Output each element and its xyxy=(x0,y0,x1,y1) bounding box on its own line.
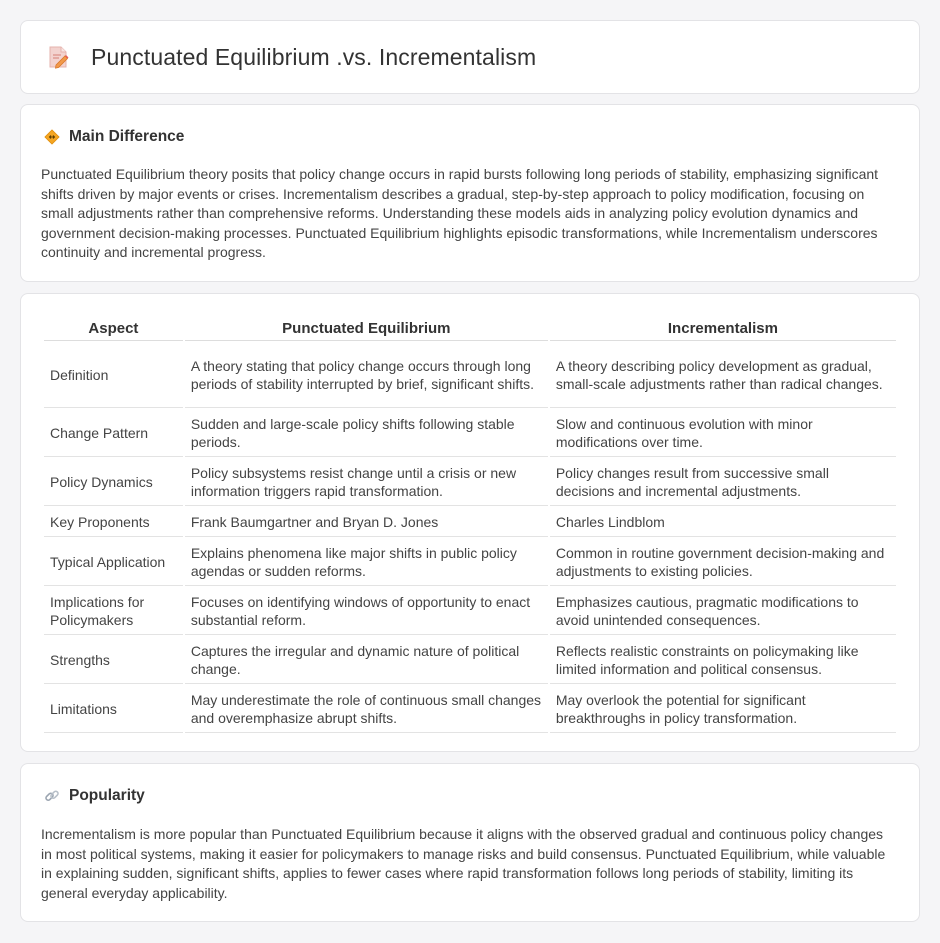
cell-inc: A theory describing policy development as gradual, small-scale adjustments rather than radical changes. xyxy=(550,343,896,408)
cell-pe: Focuses on identifying windows of opportunity to enact substantial reform. xyxy=(185,588,548,635)
table-row xyxy=(44,588,896,635)
cell-pe: Policy subsystems resist change until a crisis or new information triggers rapid transformation. xyxy=(185,459,548,506)
table-row xyxy=(44,343,896,408)
cell-pe: Captures the irregular and dynamic nature of political change. xyxy=(185,637,548,684)
link-icon xyxy=(43,787,61,805)
cell-inc: Reflects realistic constraints on policymaking like limited information and political consensus. xyxy=(550,637,896,684)
comparison-table xyxy=(42,316,898,735)
table-row xyxy=(44,686,896,733)
main-difference-title: Main Difference xyxy=(69,128,185,145)
header-aspect: Aspect xyxy=(44,318,183,341)
main-difference-text: Punctuated Equilibrium theory posits that policy change occurs in rapid bursts following long periods of stability, emphasizing significant shifts driven by major events or crises. Incrementalism describes a gradual, step-by-step approach to policy modification, focusing on small adjustments rather than comprehensive reforms. Understanding these models aids in analyzing policy evolution dynamics and government decision-making processes. Punctuated Equilibrium highlights episodic transformations, while Incrementalism underscores continuity and incremental progress. xyxy=(41,166,879,261)
cell-pe: A theory stating that policy change occurs through long periods of stability interrupted by brief, significant shifts. xyxy=(185,343,548,408)
cell-aspect: Implications for Policymakers xyxy=(44,588,183,635)
cell-pe: Sudden and large-scale policy shifts following stable periods. xyxy=(185,410,548,457)
popularity-title: Popularity xyxy=(69,787,145,804)
comparison-card xyxy=(20,293,920,752)
table-header-row xyxy=(44,318,896,341)
cell-aspect: Policy Dynamics xyxy=(44,459,183,506)
cell-inc: Charles Lindblom xyxy=(550,508,896,537)
cell-aspect: Definition xyxy=(44,343,183,408)
table-row xyxy=(44,459,896,506)
cell-aspect: Change Pattern xyxy=(44,410,183,457)
cell-inc: Slow and continuous evolution with minor modifications over time. xyxy=(550,410,896,457)
cell-aspect: Strengths xyxy=(44,637,183,684)
popularity-card xyxy=(20,763,920,922)
header-card xyxy=(20,20,920,94)
cell-aspect: Key Proponents xyxy=(44,508,183,537)
main-difference-card xyxy=(20,104,920,282)
cell-pe: May underestimate the role of continuous small changes and overemphasize abrupt shifts. xyxy=(185,686,548,733)
cell-aspect: Limitations xyxy=(44,686,183,733)
header-punctuated-equilibrium: Punctuated Equilibrium xyxy=(185,318,548,341)
table-row xyxy=(44,410,896,457)
popularity-text: Incrementalism is more popular than Punctuated Equilibrium because it aligns with the observed gradual and continuous policy changes in most political systems, making it easier for policymakers to manage risks and build consensus. Punctuated Equilibrium, while valuable in explaining sudden, significant shifts, applies to fewer cases where rapid transformation follows long periods of stability, limiting its general everyday applicability. xyxy=(41,826,886,901)
table-row xyxy=(44,637,896,684)
cell-inc: May overlook the potential for significant breakthroughs in policy transformation. xyxy=(550,686,896,733)
cell-aspect: Typical Application xyxy=(44,539,183,586)
table-row xyxy=(44,539,896,586)
diamond-arrows-icon xyxy=(43,128,61,146)
cell-inc: Emphasizes cautious, pragmatic modifications to avoid unintended consequences. xyxy=(550,588,896,635)
cell-inc: Common in routine government decision-making and adjustments to existing policies. xyxy=(550,539,896,586)
document-pencil-icon xyxy=(47,45,69,69)
cell-inc: Policy changes result from successive small decisions and incremental adjustments. xyxy=(550,459,896,506)
cell-pe: Frank Baumgartner and Bryan D. Jones xyxy=(185,508,548,537)
cell-pe: Explains phenomena like major shifts in public policy agendas or sudden reforms. xyxy=(185,539,548,586)
page-title: Punctuated Equilibrium .vs. Incrementalism xyxy=(91,43,537,70)
header-incrementalism: Incrementalism xyxy=(550,318,896,341)
table-row xyxy=(44,508,896,537)
